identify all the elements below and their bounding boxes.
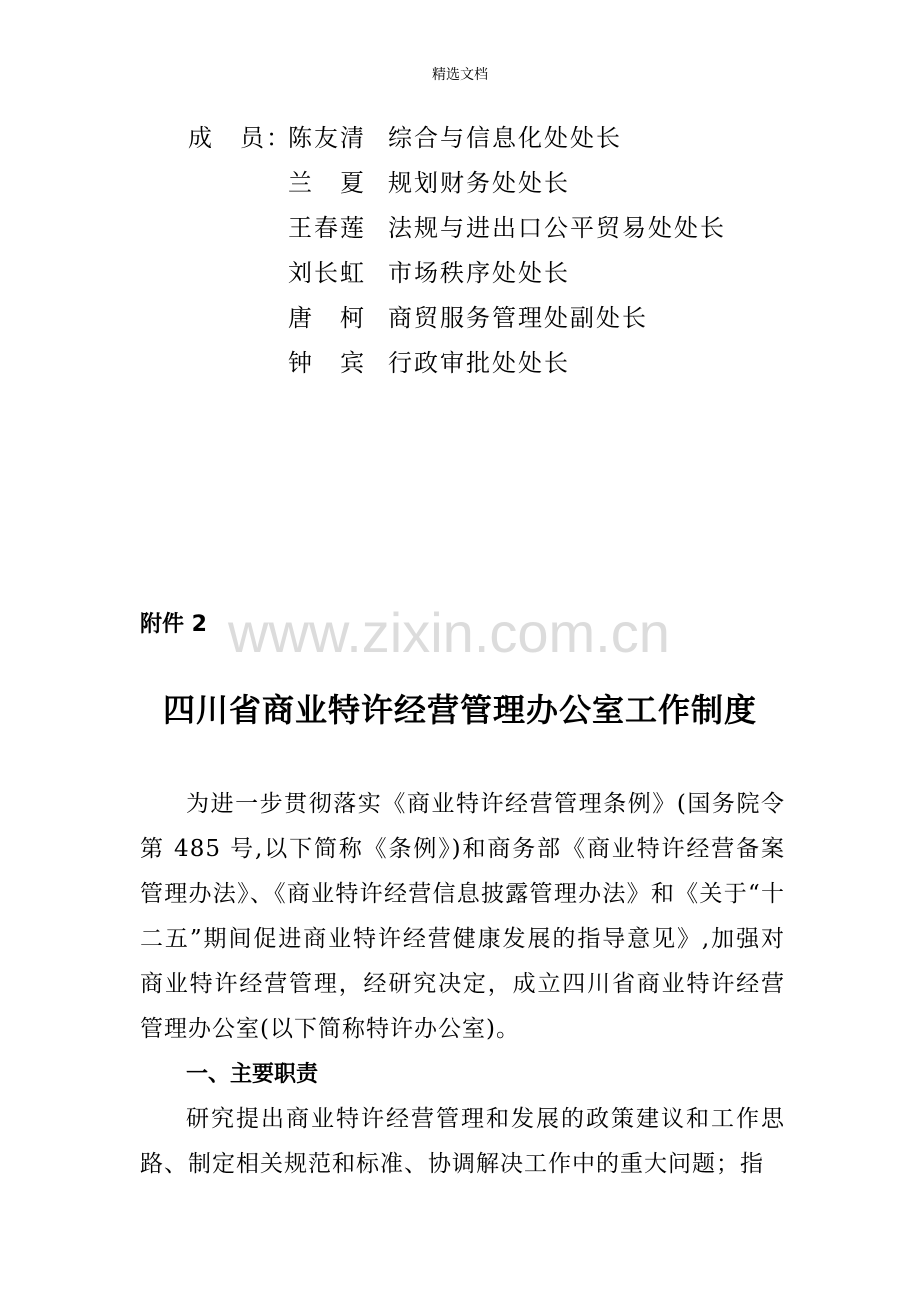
member-title: 商贸服务管理处副处长 <box>388 304 648 332</box>
member-name: 兰 夏 <box>288 169 366 197</box>
member-title: 法规与进出口公平贸易处处长 <box>388 214 726 242</box>
member-name: 陈友清 <box>288 124 366 152</box>
intro-paragraph: 为进一步贯彻落实《商业特许经营管理条例》(国务院令第 485 号,以下简称《条例》)和商务部《商业特许经营备案管理办法》、《商业特许经营信息披露管理办法》和《关于“十二五”期间促进商业特许经营健康发展的指导意见》,加强对商业特许经营管理，经研究决定，成立四川省商业特许经营管理办公室(以下简称特许办公室)。 <box>140 791 785 1042</box>
member-role-label: 成 员： <box>188 124 292 152</box>
member-title: 行政审批处处长 <box>388 349 570 377</box>
member-title: 市场秩序处处长 <box>388 259 570 287</box>
member-row <box>188 120 828 165</box>
member-list <box>188 120 828 390</box>
member-title: 综合与信息化处处长 <box>388 124 622 152</box>
member-name: 刘长虹 <box>288 259 366 287</box>
member-title: 规划财务处处长 <box>388 169 570 197</box>
section-heading: 一、主要职责 <box>186 1062 319 1087</box>
section-paragraph: 研究提出商业特许经营管理和发展的政策建议和工作思路、制定相关规范和标准、协调解决工作中的重大问题；指 <box>140 1106 785 1177</box>
watermark: www.zixin.com.cn <box>228 601 670 664</box>
member-row <box>188 345 828 390</box>
member-name: 王春莲 <box>288 214 366 242</box>
member-row <box>188 255 828 300</box>
member-row <box>188 210 828 255</box>
member-name: 钟 宾 <box>288 349 366 377</box>
member-name: 唐 柯 <box>288 304 366 332</box>
document-body <box>140 782 785 1187</box>
document-title: 四川省商业特许经营管理办公室工作制度 <box>162 691 757 729</box>
page-header: 精选文档 <box>432 67 488 83</box>
attachment-label: 附件 2 <box>140 612 207 637</box>
member-row <box>188 165 828 210</box>
member-row <box>188 300 828 345</box>
